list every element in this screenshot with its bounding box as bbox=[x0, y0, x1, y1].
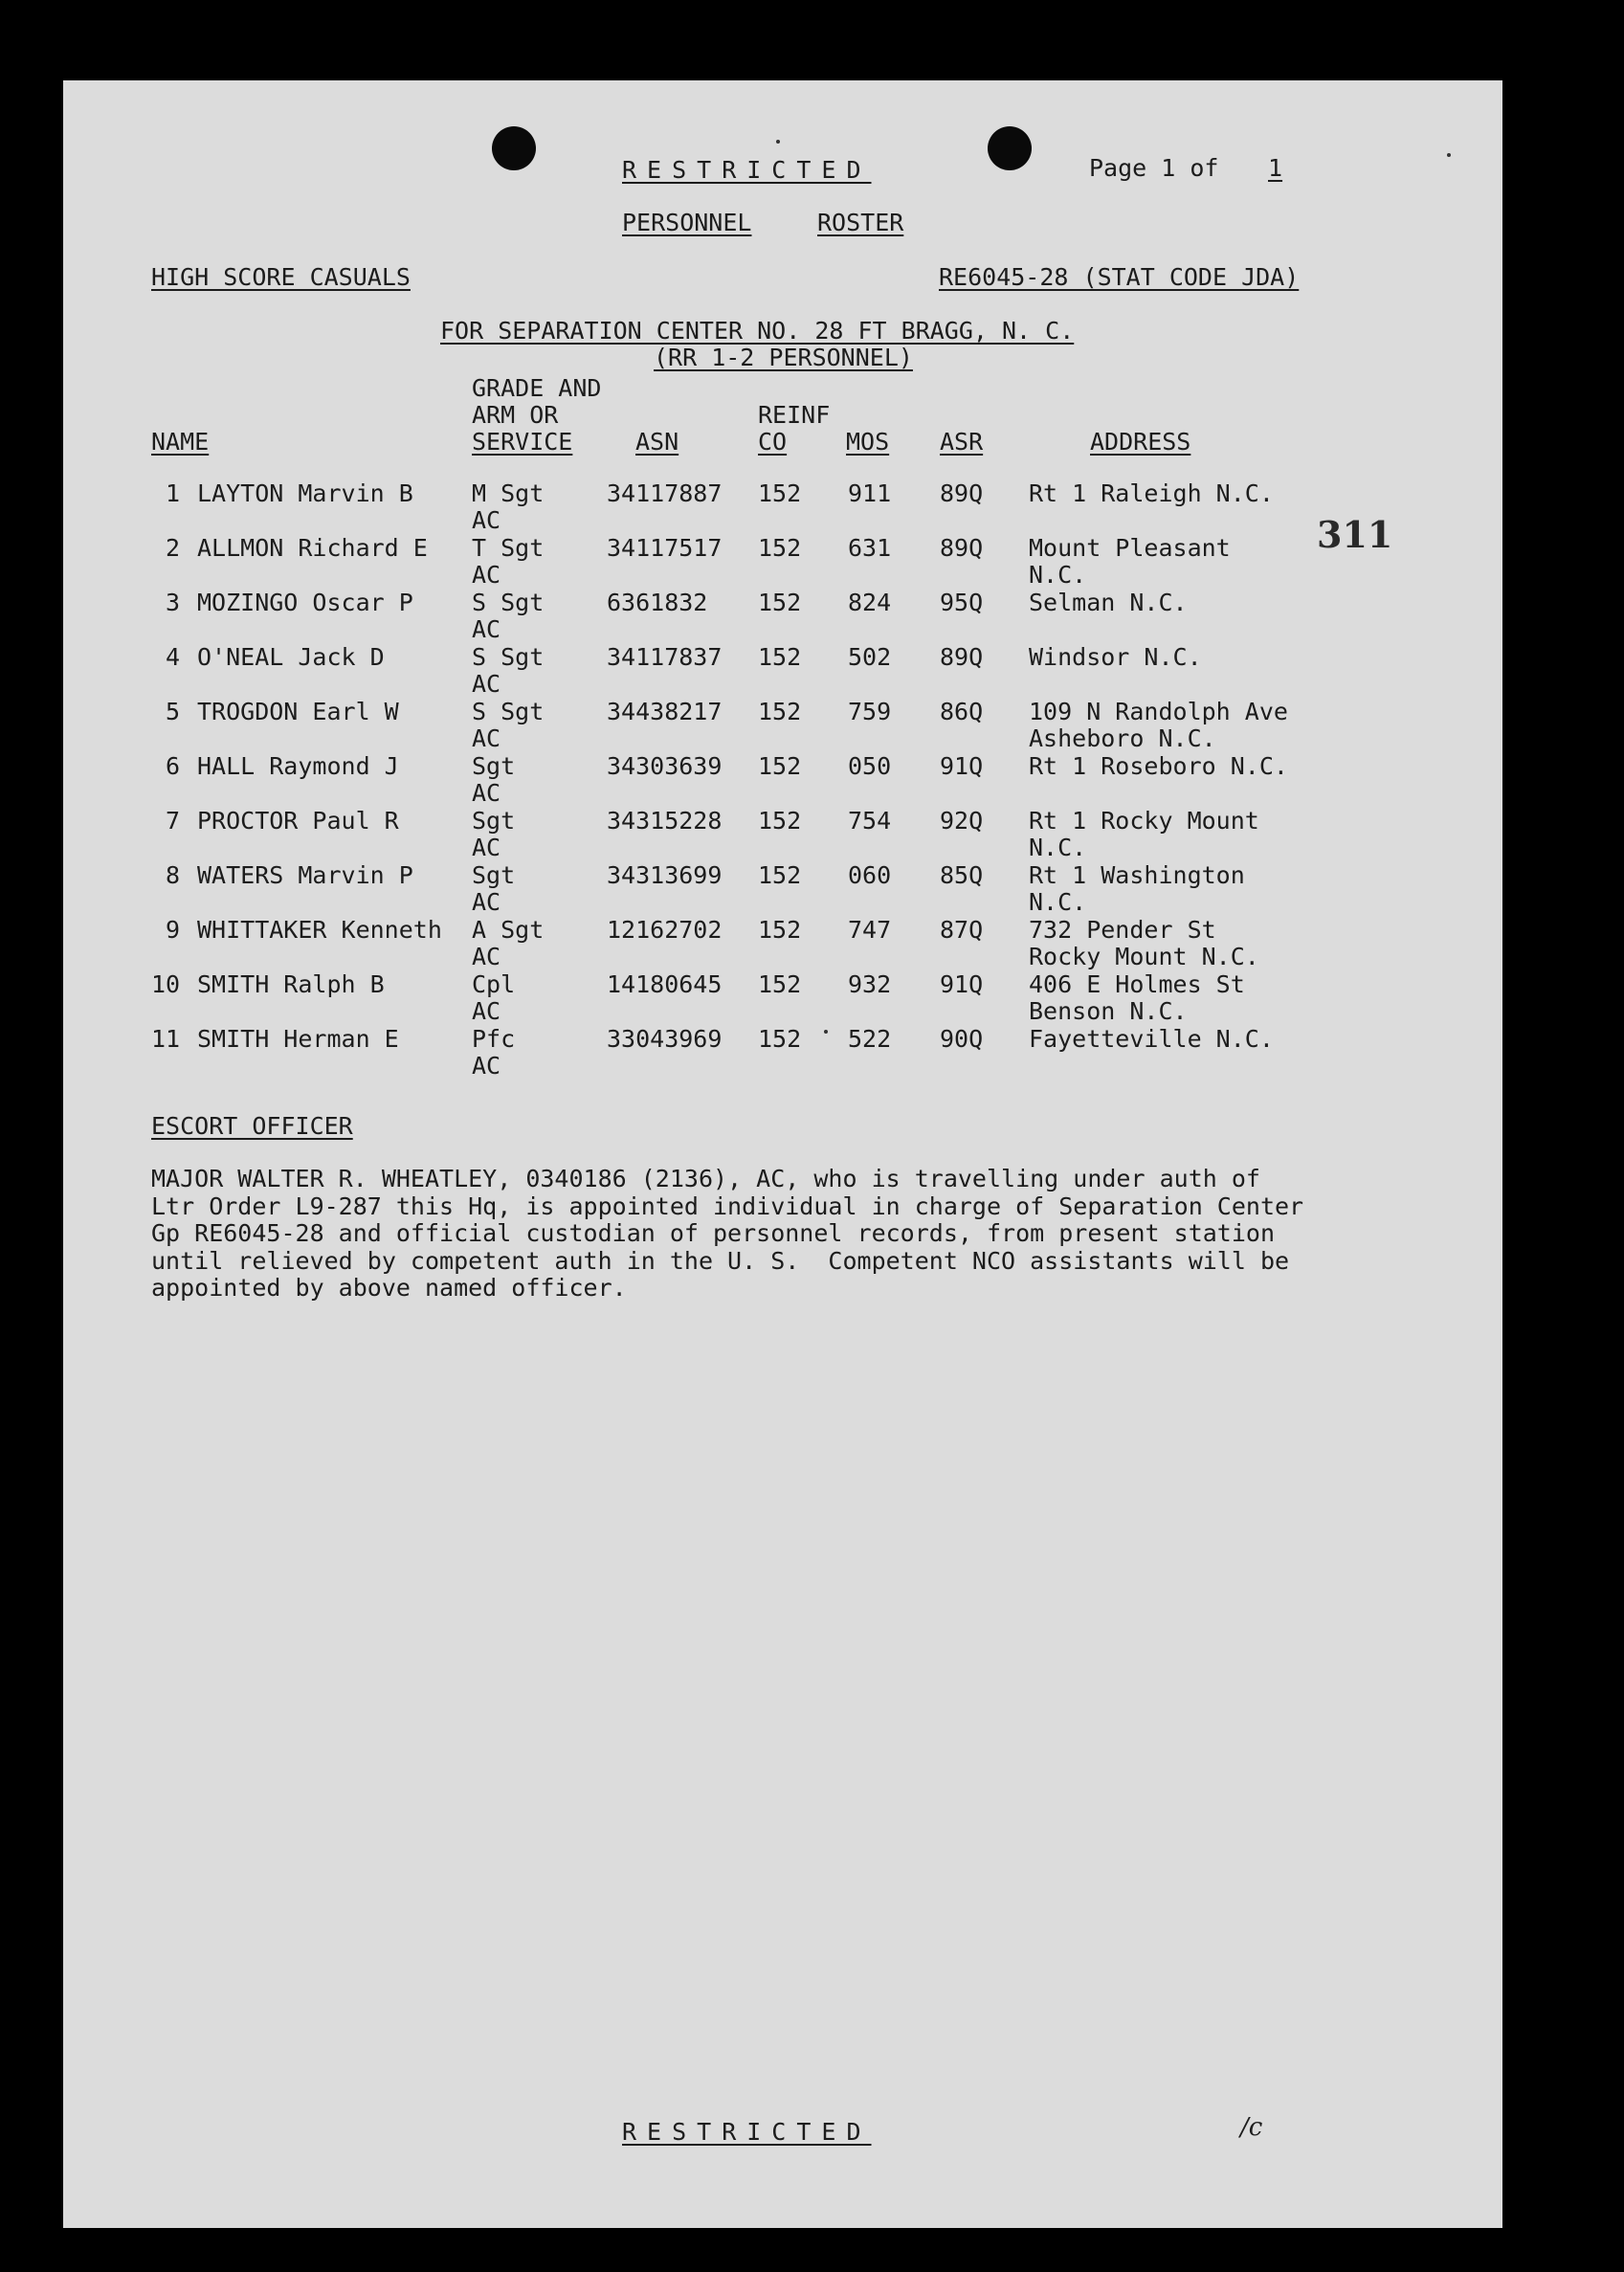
cell-mos: 911 bbox=[848, 479, 892, 507]
cell-mos: 631 bbox=[848, 534, 892, 562]
cell-name: TROGDON Earl W bbox=[197, 698, 399, 725]
cell-addr1: Rt 1 Roseboro N.C. bbox=[1029, 752, 1288, 780]
cell-asn: 34117887 bbox=[607, 479, 723, 507]
cell-mos: 759 bbox=[848, 698, 892, 725]
document-page bbox=[63, 80, 1502, 2228]
cell-num: 8 bbox=[165, 861, 180, 889]
cell-asn: 34303639 bbox=[607, 752, 723, 780]
cell-mos: 060 bbox=[848, 861, 892, 889]
cell-num: 1 bbox=[165, 479, 180, 507]
cell-name: O'NEAL Jack D bbox=[197, 643, 385, 671]
cell-asr: 86Q bbox=[940, 698, 984, 725]
cell-asn: 14180645 bbox=[607, 970, 723, 998]
cell-name: WHITTAKER Kenneth bbox=[197, 916, 442, 944]
cell-num: 5 bbox=[165, 698, 180, 725]
cell-asn: 12162702 bbox=[607, 916, 723, 944]
cell-num: 4 bbox=[165, 643, 180, 671]
paper-speck bbox=[1447, 153, 1451, 157]
cell-name: SMITH Ralph B bbox=[197, 970, 385, 998]
cell-num: 2 bbox=[165, 534, 180, 562]
cell-addr1: 109 N Randolph Ave bbox=[1029, 698, 1288, 725]
file-number: 311 bbox=[1317, 513, 1393, 556]
col-grade-line1: GRADE AND bbox=[472, 374, 602, 402]
cell-grade: Cpl bbox=[472, 970, 516, 998]
cell-grade: Pfc bbox=[472, 1025, 516, 1053]
cell-asr: 90Q bbox=[940, 1025, 984, 1053]
cell-name: HALL Raymond J bbox=[197, 752, 399, 780]
cell-asr: 89Q bbox=[940, 534, 984, 562]
cell-arm: AC bbox=[472, 779, 501, 807]
col-name: NAME bbox=[151, 428, 210, 456]
cell-asr: 85Q bbox=[940, 861, 984, 889]
cell-mos: 932 bbox=[848, 970, 892, 998]
handwritten-mark: /c bbox=[1240, 2113, 1263, 2142]
cell-grade: S Sgt bbox=[472, 698, 545, 725]
cell-asr: 87Q bbox=[940, 916, 984, 944]
cell-grade: Sgt bbox=[472, 752, 516, 780]
cell-arm: AC bbox=[472, 943, 501, 970]
cell-addr1: Rt 1 Raleigh N.C. bbox=[1029, 479, 1274, 507]
col-co: CO bbox=[758, 428, 788, 456]
paper-speck bbox=[824, 1030, 828, 1034]
classification-header: RESTRICTED bbox=[622, 156, 872, 184]
cell-co: 152 bbox=[758, 916, 802, 944]
cell-asn: 34117837 bbox=[607, 643, 723, 671]
cell-co: 152 bbox=[758, 479, 802, 507]
cell-mos: 754 bbox=[848, 807, 892, 835]
destination: FOR SEPARATION CENTER NO. 28 FT BRAGG, N. C. bbox=[440, 317, 1075, 345]
cell-addr1: Rt 1 Washington bbox=[1029, 861, 1245, 889]
cell-arm: AC bbox=[472, 506, 501, 534]
cell-asr: 89Q bbox=[940, 479, 984, 507]
cell-addr1: Fayetteville N.C. bbox=[1029, 1025, 1274, 1053]
cell-co: 152 bbox=[758, 807, 802, 835]
title-personnel: PERSONNEL bbox=[622, 209, 752, 236]
group-name: HIGH SCORE CASUALS bbox=[151, 263, 411, 291]
page-label: Page 1 of bbox=[1089, 154, 1219, 182]
cell-arm: AC bbox=[472, 561, 501, 589]
cell-addr1: Windsor N.C. bbox=[1029, 643, 1202, 671]
cell-co: 152 bbox=[758, 643, 802, 671]
cell-asn: 34313699 bbox=[607, 861, 723, 889]
cell-name: WATERS Marvin P bbox=[197, 861, 413, 889]
cell-asr: 95Q bbox=[940, 589, 984, 616]
cell-asn: 34117517 bbox=[607, 534, 723, 562]
cell-asr: 89Q bbox=[940, 643, 984, 671]
cell-co: 152 bbox=[758, 861, 802, 889]
cell-arm: AC bbox=[472, 997, 501, 1025]
cell-co: 152 bbox=[758, 752, 802, 780]
cell-addr2: N.C. bbox=[1029, 561, 1087, 589]
paper-speck bbox=[776, 140, 780, 144]
cell-grade: S Sgt bbox=[472, 643, 545, 671]
cell-arm: AC bbox=[472, 670, 501, 698]
classification-footer: RESTRICTED bbox=[622, 2118, 872, 2146]
cell-asn: 6361832 bbox=[607, 589, 708, 616]
cell-addr1: Selman N.C. bbox=[1029, 589, 1188, 616]
cell-grade: M Sgt bbox=[472, 479, 545, 507]
cell-mos: 824 bbox=[848, 589, 892, 616]
cell-mos: 050 bbox=[848, 752, 892, 780]
title-roster: ROSTER bbox=[817, 209, 904, 236]
cell-asr: 91Q bbox=[940, 970, 984, 998]
cell-addr1: 732 Pender St bbox=[1029, 916, 1216, 944]
col-asn: ASN bbox=[635, 428, 679, 456]
cell-addr1: Rt 1 Rocky Mount bbox=[1029, 807, 1259, 835]
cell-co: 152 bbox=[758, 534, 802, 562]
cell-addr1: 406 E Holmes St bbox=[1029, 970, 1245, 998]
cell-arm: AC bbox=[472, 834, 501, 861]
cell-co: 152 bbox=[758, 970, 802, 998]
cell-addr2: N.C. bbox=[1029, 888, 1087, 916]
col-asr: ASR bbox=[940, 428, 984, 456]
cell-name: ALLMON Richard E bbox=[197, 534, 428, 562]
cell-grade: S Sgt bbox=[472, 589, 545, 616]
cell-num: 9 bbox=[165, 916, 180, 944]
cell-addr1: Mount Pleasant bbox=[1029, 534, 1231, 562]
cell-addr2: Rocky Mount N.C. bbox=[1029, 943, 1259, 970]
cell-name: PROCTOR Paul R bbox=[197, 807, 399, 835]
cell-addr2: N.C. bbox=[1029, 834, 1087, 861]
cell-co: 152 bbox=[758, 589, 802, 616]
escort-paragraph: MAJOR WALTER R. WHEATLEY, 0340186 (2136), AC, who is travelling under auth of Ltr Order L9-287 this Hq, is appointed individual in charge of Separation Center Gp RE6045-28 and official custodian of personnel records, from present station until relieved by competent auth in the U. S. Competent NCO assistants will be appointed by above named officer. bbox=[151, 1165, 1304, 1302]
group-code: RE6045-28 (STAT CODE JDA) bbox=[939, 263, 1300, 291]
cell-asn: 34315228 bbox=[607, 807, 723, 835]
col-grade-line2: ARM OR bbox=[472, 401, 559, 429]
page-indicator bbox=[1089, 155, 1318, 182]
cell-mos: 522 bbox=[848, 1025, 892, 1053]
cell-asr: 91Q bbox=[940, 752, 984, 780]
cell-co: 152 bbox=[758, 1025, 802, 1053]
cell-mos: 747 bbox=[848, 916, 892, 944]
cell-grade: Sgt bbox=[472, 807, 516, 835]
cell-asn: 33043969 bbox=[607, 1025, 723, 1053]
col-address: ADDRESS bbox=[1090, 428, 1191, 456]
page-total: 1 bbox=[1268, 154, 1283, 182]
cell-mos: 502 bbox=[848, 643, 892, 671]
cell-num: 11 bbox=[151, 1025, 181, 1053]
cell-asn: 34438217 bbox=[607, 698, 723, 725]
cell-name: MOZINGO Oscar P bbox=[197, 589, 413, 616]
cell-arm: AC bbox=[472, 615, 501, 643]
cell-addr2: Benson N.C. bbox=[1029, 997, 1188, 1025]
cell-num: 7 bbox=[165, 807, 180, 835]
cell-grade: Sgt bbox=[472, 861, 516, 889]
cell-arm: AC bbox=[472, 888, 501, 916]
personnel-type: (RR 1-2 PERSONNEL) bbox=[654, 344, 913, 371]
cell-asr: 92Q bbox=[940, 807, 984, 835]
cell-co: 152 bbox=[758, 698, 802, 725]
cell-arm: AC bbox=[472, 724, 501, 752]
cell-grade: T Sgt bbox=[472, 534, 545, 562]
col-reinf: REINF bbox=[758, 401, 831, 429]
cell-addr2: Asheboro N.C. bbox=[1029, 724, 1216, 752]
cell-name: SMITH Herman E bbox=[197, 1025, 399, 1053]
escort-heading: ESCORT OFFICER bbox=[151, 1112, 353, 1140]
col-mos: MOS bbox=[846, 428, 890, 456]
cell-name: LAYTON Marvin B bbox=[197, 479, 413, 507]
cell-num: 10 bbox=[151, 970, 181, 998]
cell-num: 6 bbox=[165, 752, 180, 780]
cell-grade: A Sgt bbox=[472, 916, 545, 944]
punch-hole bbox=[988, 126, 1032, 170]
cell-num: 3 bbox=[165, 589, 180, 616]
cell-arm: AC bbox=[472, 1052, 501, 1080]
punch-hole bbox=[492, 126, 536, 170]
col-grade-line3: SERVICE bbox=[472, 428, 573, 456]
